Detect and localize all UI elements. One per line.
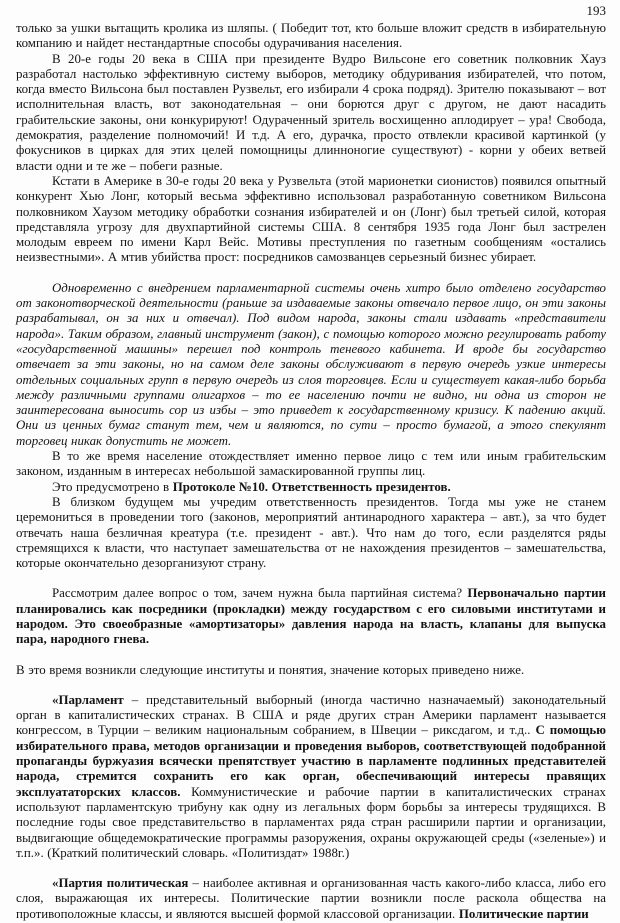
text-run: только за ушки вытащить кролика из шляпы. ( Победит тот, кто больше вложит средств в избирательную компанию и найдет нестандартные способы одурачивания населения. (16, 21, 606, 51)
text-run: – представительный выборный (иногда частично назначаемый) законодательный орган в капиталистических странах. В США и ряде других стран Америки парламент называется конгрессом, в Турции – великим национальным собранием, в Швеции – риксдагом, и т.д.. (16, 692, 606, 738)
paragraph (16, 693, 606, 861)
text-run: – наиболее активная и организованная часть какого-либо класса, либо его слоя, выражающая их интересы. Политические партии возникли после раскола общества на противоположные классы, и являются высшей формой классовой организации. (16, 876, 606, 921)
page-number: 193 (586, 3, 606, 18)
paragraph (16, 52, 606, 174)
paragraph (16, 495, 606, 571)
paragraph (16, 480, 606, 495)
text-run: Это предусмотрено в (52, 479, 173, 494)
text-run: Первоначально партии планировались как посредники (прокладки) между государством с его силовыми институтами и народом. Это своеобразные «амортизаторы» давления народа на власть, клапаны для выпуска пара, народного гнева. (16, 586, 606, 647)
text-run: Одновременно с внедрением парламентарной системы очень хитро было отделено государство от законотворческой деятельности (раньше за издаваемые законы отвечало первое лицо, он эти законы разрабатывал, он за них и отвечал). Под видом народа, законы стали издавать «представители народа». Таким образом, главный инструмент (закон), с помощью которого можно регулировать работу «государственной машины» перешел под контроль теневого кабинета. И вроде бы государство отвечает за эти законы, но на самом деле законы обслуживают в первую очередь узкие интересы отдельных социальных групп в первую очередь из слоя торговцев. Если и существует какая-либо борьба между различными группами олигархов – то ее населению почти не видно, ни одна из сторон не заинтересована выносить сор из избы – это приведет к государственному кризису. К падению акций. Они из ценных бумаг станут тем, чем и являются, по сути – просто бумагой, а этого спекулянт торговец никак допустить не может. (16, 280, 606, 448)
text-run: Протоколе №10. Ответственность президентов. (172, 479, 451, 494)
text-run: Политические партии (458, 906, 589, 921)
paragraph (16, 449, 606, 480)
text-run: С помощью избирательного права, методов организации и проведения выборов, соответствующей подобранной пропаганды буржуазия всячески препятствует участию в парламенте подлинных представителей народа, стремится сохранить его как орган, обеспечивающий интересы правящих эксплуататорских классов. (16, 723, 606, 799)
text-run: «Партия политическая (52, 876, 189, 891)
paragraph (16, 174, 606, 266)
text-run: «Парламент (52, 692, 124, 707)
paragraph (16, 663, 606, 678)
paragraph (16, 21, 606, 52)
paragraph (16, 281, 606, 449)
paragraph (16, 586, 606, 647)
text-run: Коммунистические и рабочие партии в капиталистических странах используют парламентскую трибуну как одну из легальных форм борьбы за интересы трудящихся. В последние годы свое представительство в парламентах ряда стран расширили партии и организации, выдвигающие общедемократические программы разоружения, охраны окружающей среды («зеленые») и т.п.». (Краткий политический словарь. «Политиздат» 1988г.) (16, 784, 606, 860)
text-run: В близком будущем мы учредим ответственность президентов. Тогда мы уже не станем церемониться в проведении того (законов, мероприятий антинародного характера – авт.), за что будет отвечать наша безличная креатура (т.е. президент - авт.). Что нам до того, если разделятся ряды стремящихся к власти, что наступает замешательства от не нахождения президентов – замешательства, которые окончательно дезорганизуют страну. (16, 494, 606, 571)
paragraph (16, 876, 606, 922)
text-run: В то же время население отождествляет именно первое лицо с тем или иным грабительским законом, изданным в интересах небольшой замаскированной группы лиц. (16, 449, 606, 479)
text-run: Кстати в Америке в 30-е годы 20 века у Рузвельта (этой марионетки сионистов) появился опытный конкурент Хью Лонг, который весьма эффективно использовал разработанную советником Вильсона полковником Хаузом методику обработки сознания избирателей и он (Лонг) был третьей силой, которая представляла угрозу для двухпартийной системы США. 8 сентября 1935 года Лонг был застрелен молодым евреем по имени Карл Вейс. Мотивы преступления по газетным сообщениям «остались неизвестными». А мтив убийства прост: посредников самозванцев серьезный бизнес убирает. (16, 173, 606, 265)
document-body (16, 21, 606, 922)
text-run: Рассмотрим далее вопрос о том, зачем нужна была партийная система? (52, 586, 468, 601)
text-run: В это время возникли следующие институты и понятия, значение которых приведено ниже. (16, 662, 525, 677)
text-run: В 20-е годы 20 века в США при президенте Вудро Вильсоне его советник полковник Хауз разработал настолько эффективную систему выборов, методику обдуривания избирателей, что потом, когда вместо Вильсона был поставлен Рузвельт, его избирали 4 срока подряд). Зрителю показывают – вот исполнительная власть, вот законодательная – они борются друг с другом, не дают насадить грабительские законы, они конкурируют! Одураченный зритель восхищенно аплодирует – ура! Свобода, демократия, разделение полномочий! И т.д. А его, дурачка, просто отвлекли красивой картинкой (у фокусников в цирках для этих целей помощницы длинноногие существуют) - корни у обеих ветвей власти одни и те же – побеги разные. (16, 51, 606, 173)
